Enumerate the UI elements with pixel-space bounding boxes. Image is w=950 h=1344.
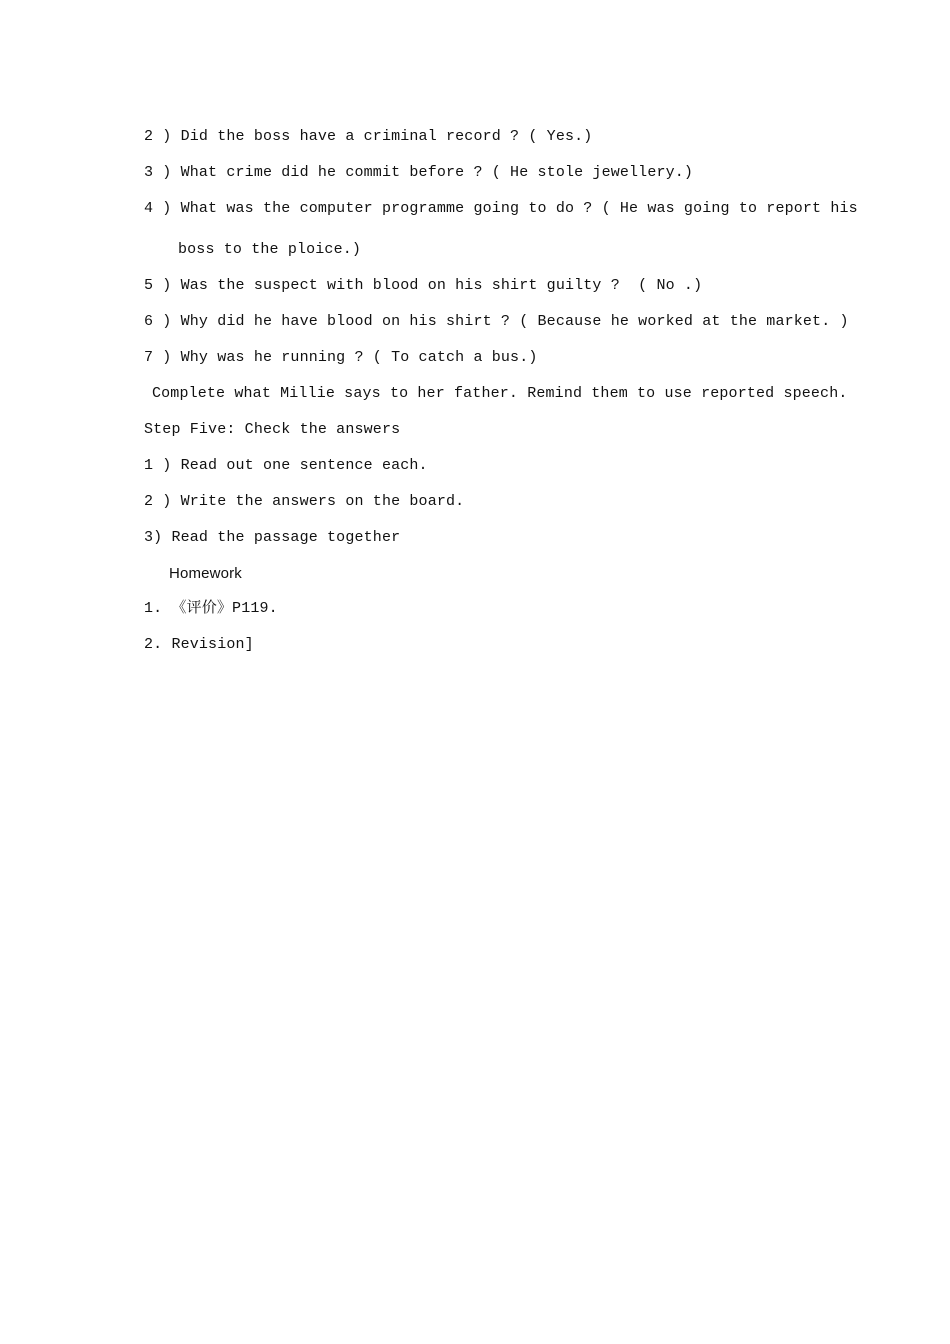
- question-4-continued: boss to the ploice.): [178, 241, 362, 258]
- step-five-item-3: 3) Read the passage together: [144, 529, 401, 546]
- question-4: 4 ) What was the computer programme going to do ? ( He was going to report his: [144, 200, 858, 217]
- instruction-text: Complete what Millie says to her father. Remind them to use reported speech.: [152, 385, 848, 402]
- question-6: 6 ) Why did he have blood on his shirt ? ( Because he worked at the market. ): [144, 313, 849, 330]
- step-five-item-1: 1 ) Read out one sentence each.: [144, 457, 428, 474]
- step-five-heading: Step Five: Check the answers: [144, 421, 401, 438]
- homework-heading: Homework: [169, 565, 242, 582]
- question-7: 7 ) Why was he running ? ( To catch a bus.): [144, 349, 538, 366]
- step-five-item-2: 2 ) Write the answers on the board.: [144, 493, 465, 510]
- homework-item-2: 2. Revision]: [144, 636, 254, 653]
- question-2: 2 ) Did the boss have a criminal record ? ( Yes.): [144, 128, 593, 145]
- homework-item-1: 1. 《评价》P119.: [144, 600, 278, 617]
- question-3: 3 ) What crime did he commit before ? ( He stole jewellery.): [144, 164, 694, 181]
- question-5: 5 ) Was the suspect with blood on his shirt guilty ? ( No .): [144, 277, 703, 294]
